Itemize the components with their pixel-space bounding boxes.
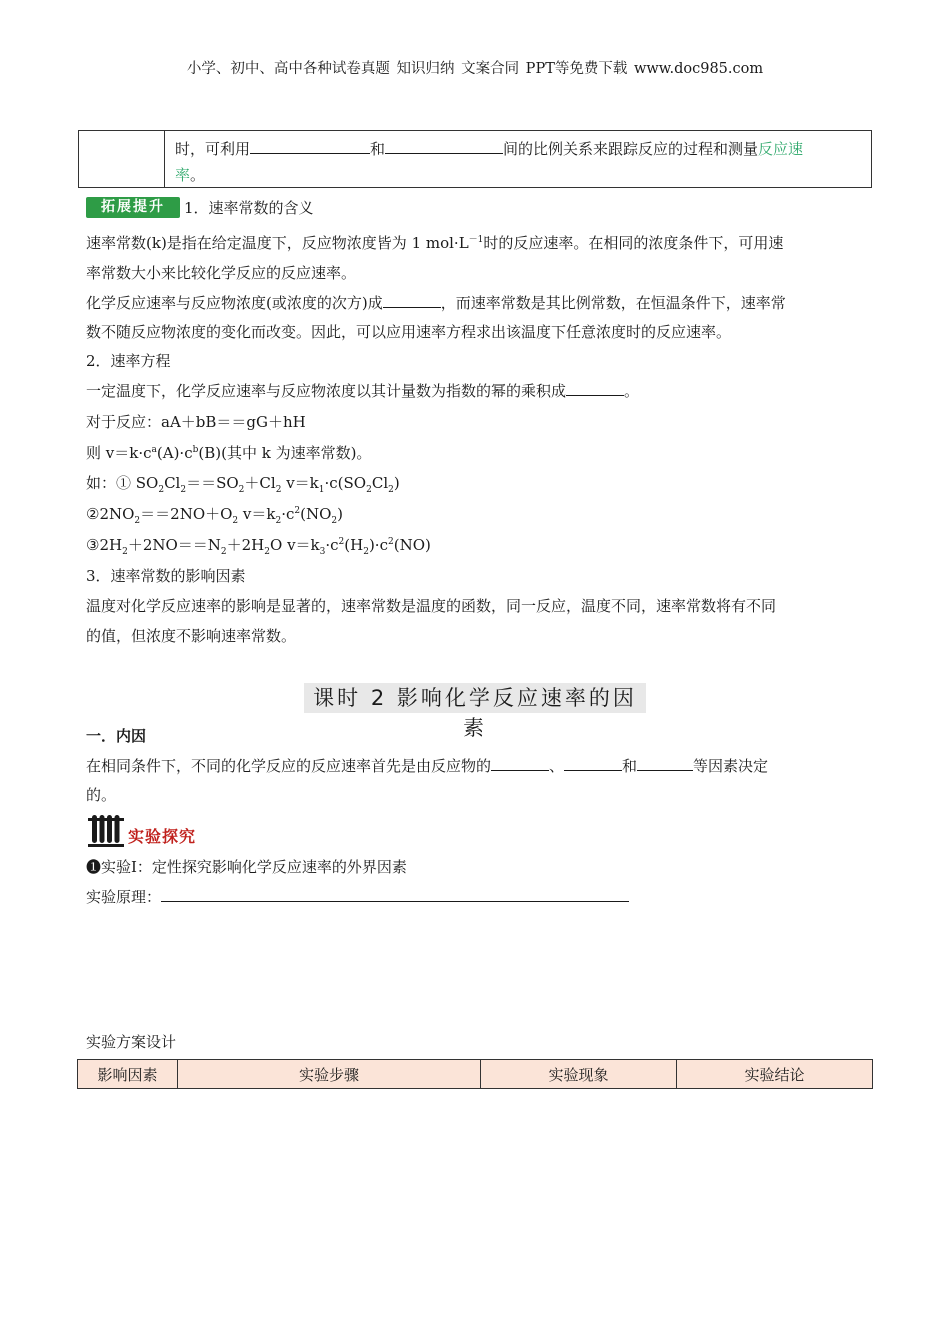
ext-example-3: $③2H_2+2NO==N_2+2H_2O$ $v=k_3\cdot c^2(H_2)\cdot c^2(NO)$ [86, 536, 431, 557]
fill-blank[interactable] [491, 756, 549, 771]
ext-paragraph: 数不随反应物浓度的变化而改变。因此，可以应用速率方程求出该温度下任意浓度时的反应速率。 [86, 323, 732, 341]
table-header-cell: 实验现象 [481, 1060, 677, 1089]
ext-reaction: 对于反应：aA＋bB＝＝gG＋hH [86, 413, 306, 431]
ext-heading-2: 2．速率方程 [86, 352, 171, 370]
section-paragraph: 的。 [86, 786, 117, 804]
ext-example-2: $②2NO_2==2NO+O_2$ $v=k_2\cdot c^2(NO_2)$ [86, 505, 344, 526]
highlight-term: 率 [175, 166, 191, 184]
table-content-cell: 时，可利用 和 间的比例关系来跟踪反应的过程和测量反应速 率。 [175, 140, 804, 184]
ext-rate-law: 则 $v=k\cdot c^a(A)\cdot c^b(B)$(其中 k 为速率常数)。 [86, 444, 372, 462]
table-header-cell: 实验步骤 [178, 1060, 481, 1089]
continued-table [78, 130, 872, 188]
fill-blank[interactable] [566, 381, 624, 396]
ext-example-1: 如：① $SO_2Cl_2==SO_2+Cl_2$ $v=k_1\cdot c(SO_2Cl_2)$ [86, 474, 400, 495]
table-header-cell: 实验结论 [677, 1060, 873, 1089]
page-header: 小学、初中、高中各种试卷真题 知识归纳 文案合同 PPT等免费下载 www.doc985.com [186, 61, 764, 77]
fill-blank[interactable] [564, 756, 622, 771]
ext-paragraph: 温度对化学反应速率的影响是显著的，速率常数是温度的函数，同一反应，温度不同，速率常数将有不同 [86, 597, 777, 615]
lab-label: 实验探究 [128, 827, 197, 846]
ext-paragraph: 化学反应速率与反应物浓度(或浓度的次方)成 ，而速率常数是其比例常数，在恒温条件下，速率常 [86, 294, 786, 312]
test-tube-rack-icon [87, 814, 125, 848]
design-label: 实验方案设计 [86, 1033, 177, 1051]
ext-paragraph: 的值，但浓度不影响速率常数。 [86, 627, 297, 645]
ext-paragraph: 率常数大小来比较化学反应的反应速率。 [86, 264, 357, 282]
highlight-term: 反应速 [758, 140, 804, 158]
fill-blank[interactable] [385, 139, 503, 154]
ext-heading-3: 3．速率常数的影响因素 [86, 567, 246, 585]
fill-blank[interactable] [250, 139, 370, 154]
table-label-cell [79, 131, 165, 187]
principle-blank[interactable] [161, 887, 629, 902]
experiment-heading: ❶实验Ⅰ：定性探究影响化学反应速率的外界因素 [86, 858, 407, 876]
table-header-row [78, 1060, 873, 1089]
table-header-cell: 影响因素 [78, 1060, 178, 1089]
ext-heading-1: 1．速率常数的含义 [184, 199, 314, 217]
design-table [77, 1059, 873, 1089]
fill-blank[interactable] [637, 756, 693, 771]
ext-paragraph: 一定温度下，化学反应速率与反应物浓度以其计量数为指数的幂的乘积成 。 [86, 382, 640, 400]
section-paragraph: 在相同条件下，不同的化学反应的反应速率首先是由反应物的 、 和 等因素决定 [86, 757, 769, 775]
fill-blank[interactable] [383, 293, 441, 308]
principle-line: 实验原理： [86, 887, 629, 907]
extension-badge: 拓展提升 [86, 197, 180, 218]
section-heading: 一．内因 [86, 727, 147, 745]
ext-paragraph: 速率常数(k)是指在给定温度下，反应物浓度皆为 1 $mol\cdot L^{-1}$时的反应速率。在相同的浓度条件下，可用速 [86, 234, 784, 252]
lesson-title: 课时 2 影响化学反应速率的因素 [304, 683, 646, 713]
